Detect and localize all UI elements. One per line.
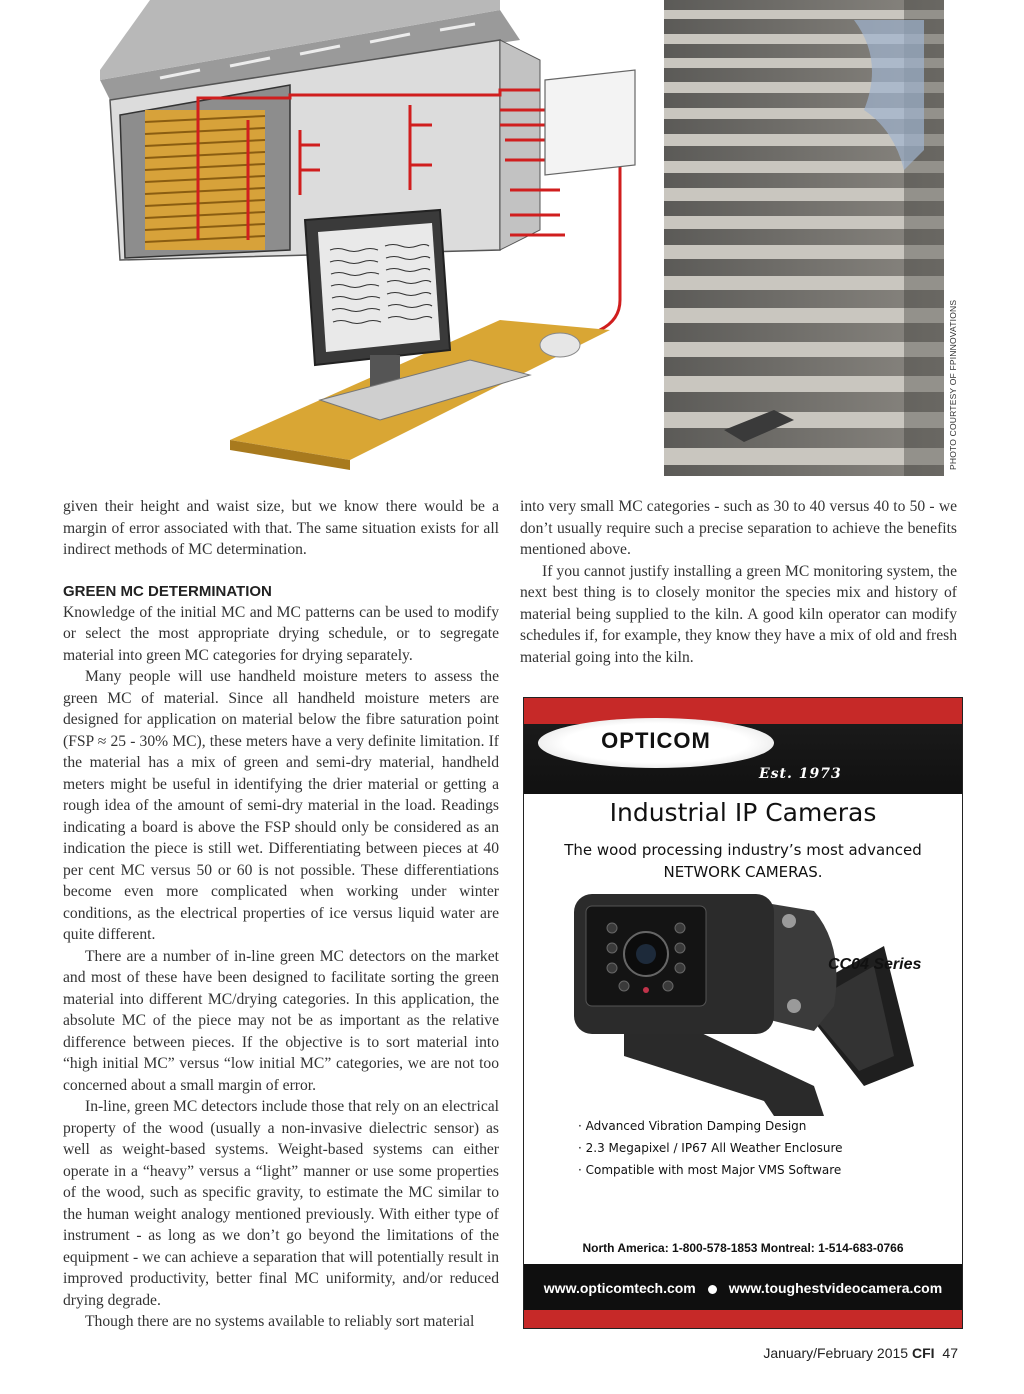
established-year: Est. 1973 [759,766,842,782]
feature-item: · Advanced Vibration Damping Design [578,1119,807,1133]
feature-item: · 2.3 Megapixel / IP67 All Weather Enclosure [578,1141,843,1155]
paragraph: Many people will use handheld moisture meters to assess the green MC of material. Since all handheld moisture meters are designed for application on material below the fibre saturation point (FSP ≈ 25 - 30% MC), these meters have a very definite limitation. If the material has a mix of green and semi-dry material, handheld meters might be useful in identifying the drier material or getting a rough idea of the amount of semi-dry material in the load. Readings indicating a board is above the FSP should only be considered as an indication the piece is still wet. Differentiating between pieces at 40 per cent MC versus 50 or 60 is not possible. These differentiations become even more complicated when working under winter conditions, as the electrical properties of ice versus liquid water are quite different. [63,668,499,943]
ad-header-band [524,698,962,794]
ad-footer-band [524,1264,962,1328]
website-link[interactable]: www.opticomtech.com [543,1280,696,1296]
paragraph: Knowledge of the initial MC and MC patterns can be used to modify or select the most appropriate drying schedule, or to segregate material into green MC categories for drying separately. [63,603,499,664]
brand-name: OPTICOM [601,728,711,753]
magazine-name: CFI [911,1345,935,1361]
right-text-column [520,496,957,668]
paragraph: In-line, green MC detectors include those that rely on an electrical property of the wood (usually a non-invasive dielectric sensor) as well as weight-based systems. Weight-based systems can either operate in a “heavy” versus a “light” manner or use some properties of the wood, such as specific gravity, to estimate the MC similar to the human weight analogy mentioned previously. With either type of instrument - as long as we don’t go beyond the limitations of the equipment - we can achieve a separation that will potentially result in improved productivity, better final MC uniformity, and/or reduced drying degrade. [63,1098,499,1309]
paragraph: If you cannot justify installing a green MC monitoring system, the next best thing is to closely monitor the species mix and history of material being supplied to the kiln. A good kiln operator can modify schedules if, for example, they know they have a mix of old and fresh material going into the kiln. [520,562,957,666]
photo-credit: PHOTO COURTESY OF FPINNOVATIONS [948,299,958,470]
kiln-illustration [0,0,664,476]
paragraph: There are a number of in-line green MC detectors on the market and most of these have been designed to facilitate sorting the green material into different MC/drying categories. In this application, the absolute MC of the piece may not be as important as the relative difference between pieces. If the objective is to sort material into “high initial MC” versus “low initial MC” categories, we are not too concerned about a small margin of error. [63,947,499,1094]
feature-item: · Compatible with most Major VMS Software [578,1163,842,1177]
opticom-advertisement [523,697,963,1329]
ad-subtitle: The wood processing industry’s most advanced NETWORK CAMERAS. [564,841,922,881]
camera-icon [564,886,934,1116]
paragraph: given their height and waist size, but we know there would be a margin of error associated with that. The same situation exists for all indirect methods of MC determination. [63,498,499,558]
lumber-stack-photo [664,0,944,476]
contact-phone-numbers: North America: 1-800-578-1853 Montreal: 1-514-683-0766 [582,1241,904,1255]
feature-list [578,1115,843,1181]
ad-title: Industrial IP Cameras [609,798,877,827]
website-link[interactable]: www.toughestvideocamera.com [728,1280,943,1296]
paragraph: Though there are no systems available to reliably sort material [85,1313,475,1330]
bullet-dot-icon [708,1285,717,1294]
page-footer [700,1345,958,1361]
section-heading: GREEN MC DETERMINATION [63,582,272,600]
issue-date: January/February 2015 [763,1345,909,1361]
paragraph: into very small MC categories - such as 30 to 40 versus 40 to 50 - we don’t usually require such a precise separation to achieve the benefits mentioned above. [520,498,957,558]
camera-series: CC04 Series [828,956,922,973]
website-links [524,1280,962,1296]
left-text-column [63,496,499,1333]
page-number: 47 [942,1345,958,1361]
